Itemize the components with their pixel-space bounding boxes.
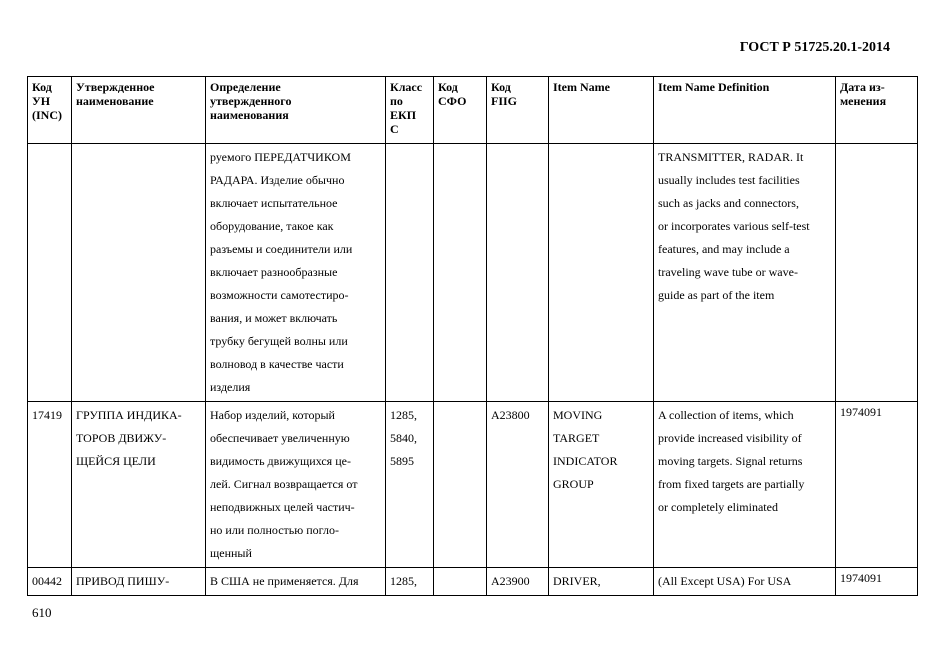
cell-fiig	[487, 144, 549, 402]
date-value: 1974091	[840, 405, 882, 419]
cell-date	[836, 402, 918, 568]
cell-definition: руемого ПЕРЕДАТЧИКОМ РАДАРА. Изделие обычно включает испытательное оборудование, такое как разъемы и соединители или включает разнообразные возможности самотестиро- вания, и может включать трубку бегущей волны или волновод в качестве части изделия	[206, 144, 386, 402]
header-item-name: Item Name	[549, 77, 654, 144]
table-header-row	[28, 77, 918, 144]
cell-code	[28, 144, 72, 402]
document-standard-header: ГОСТ Р 51725.20.1-2014	[739, 40, 890, 55]
cell-sfo	[434, 402, 487, 568]
cell-date	[836, 568, 918, 596]
header-definition: Определение утвержденного наименования	[206, 77, 386, 144]
cell-class: 1285, 5840, 5895	[386, 402, 434, 568]
cell-class: 1285,	[386, 568, 434, 596]
cell-item-name: MOVING TARGET INDICATOR GROUP	[549, 402, 654, 568]
cell-sfo	[434, 144, 487, 402]
cell-name: ГРУППА ИНДИКА- ТОРОВ ДВИЖУ- ЩЕЙСЯ ЦЕЛИ	[72, 402, 206, 568]
cell-date	[836, 144, 918, 402]
date-value: 1974091	[840, 571, 882, 585]
header-fiig-code: Код FIIG	[487, 77, 549, 144]
cell-definition: Набор изделий, который обеспечивает увеличенную видимость движущихся це- лей. Сигнал возвращается от неподвижных целей частич- но или полностью погло- щенный	[206, 402, 386, 568]
cell-item-definition: (All Except USA) For USA	[654, 568, 836, 596]
date-value	[840, 146, 913, 147]
cell-fiig: A23900	[487, 568, 549, 596]
cell-code: 00442	[28, 568, 72, 596]
cell-name	[72, 144, 206, 402]
cell-definition: В США не применяется. Для	[206, 568, 386, 596]
cell-item-name: DRIVER,	[549, 568, 654, 596]
cell-name: ПРИВОД ПИШУ-	[72, 568, 206, 596]
cell-code: 17419	[28, 402, 72, 568]
header-sfo-code: Код СФО	[434, 77, 487, 144]
cell-sfo	[434, 568, 487, 596]
cell-fiig: A23800	[487, 402, 549, 568]
header-change-date: Дата из- менения	[836, 77, 918, 144]
header-item-name-definition: Item Name Definition	[654, 77, 836, 144]
header-class: Класс по ЕКП С	[386, 77, 434, 144]
table-row	[28, 402, 918, 568]
cell-item-name	[549, 144, 654, 402]
cell-class	[386, 144, 434, 402]
specification-table	[27, 76, 918, 596]
table-row	[28, 144, 918, 402]
cell-item-definition: TRANSMITTER, RADAR. It usually includes test facilities such as jacks and connectors, or incorporates various self-test features, and may include a traveling wave tube or wave- guide as part of the item	[654, 144, 836, 402]
header-inc-code: Код УН (INC)	[28, 77, 72, 144]
table-row	[28, 568, 918, 596]
cell-item-definition: A collection of items, which provide increased visibility of moving targets. Signal returns from fixed targets are partially or completely eliminated	[654, 402, 836, 568]
header-approved-name: Утвержденное наименование	[72, 77, 206, 144]
page-number: 610	[32, 605, 52, 620]
